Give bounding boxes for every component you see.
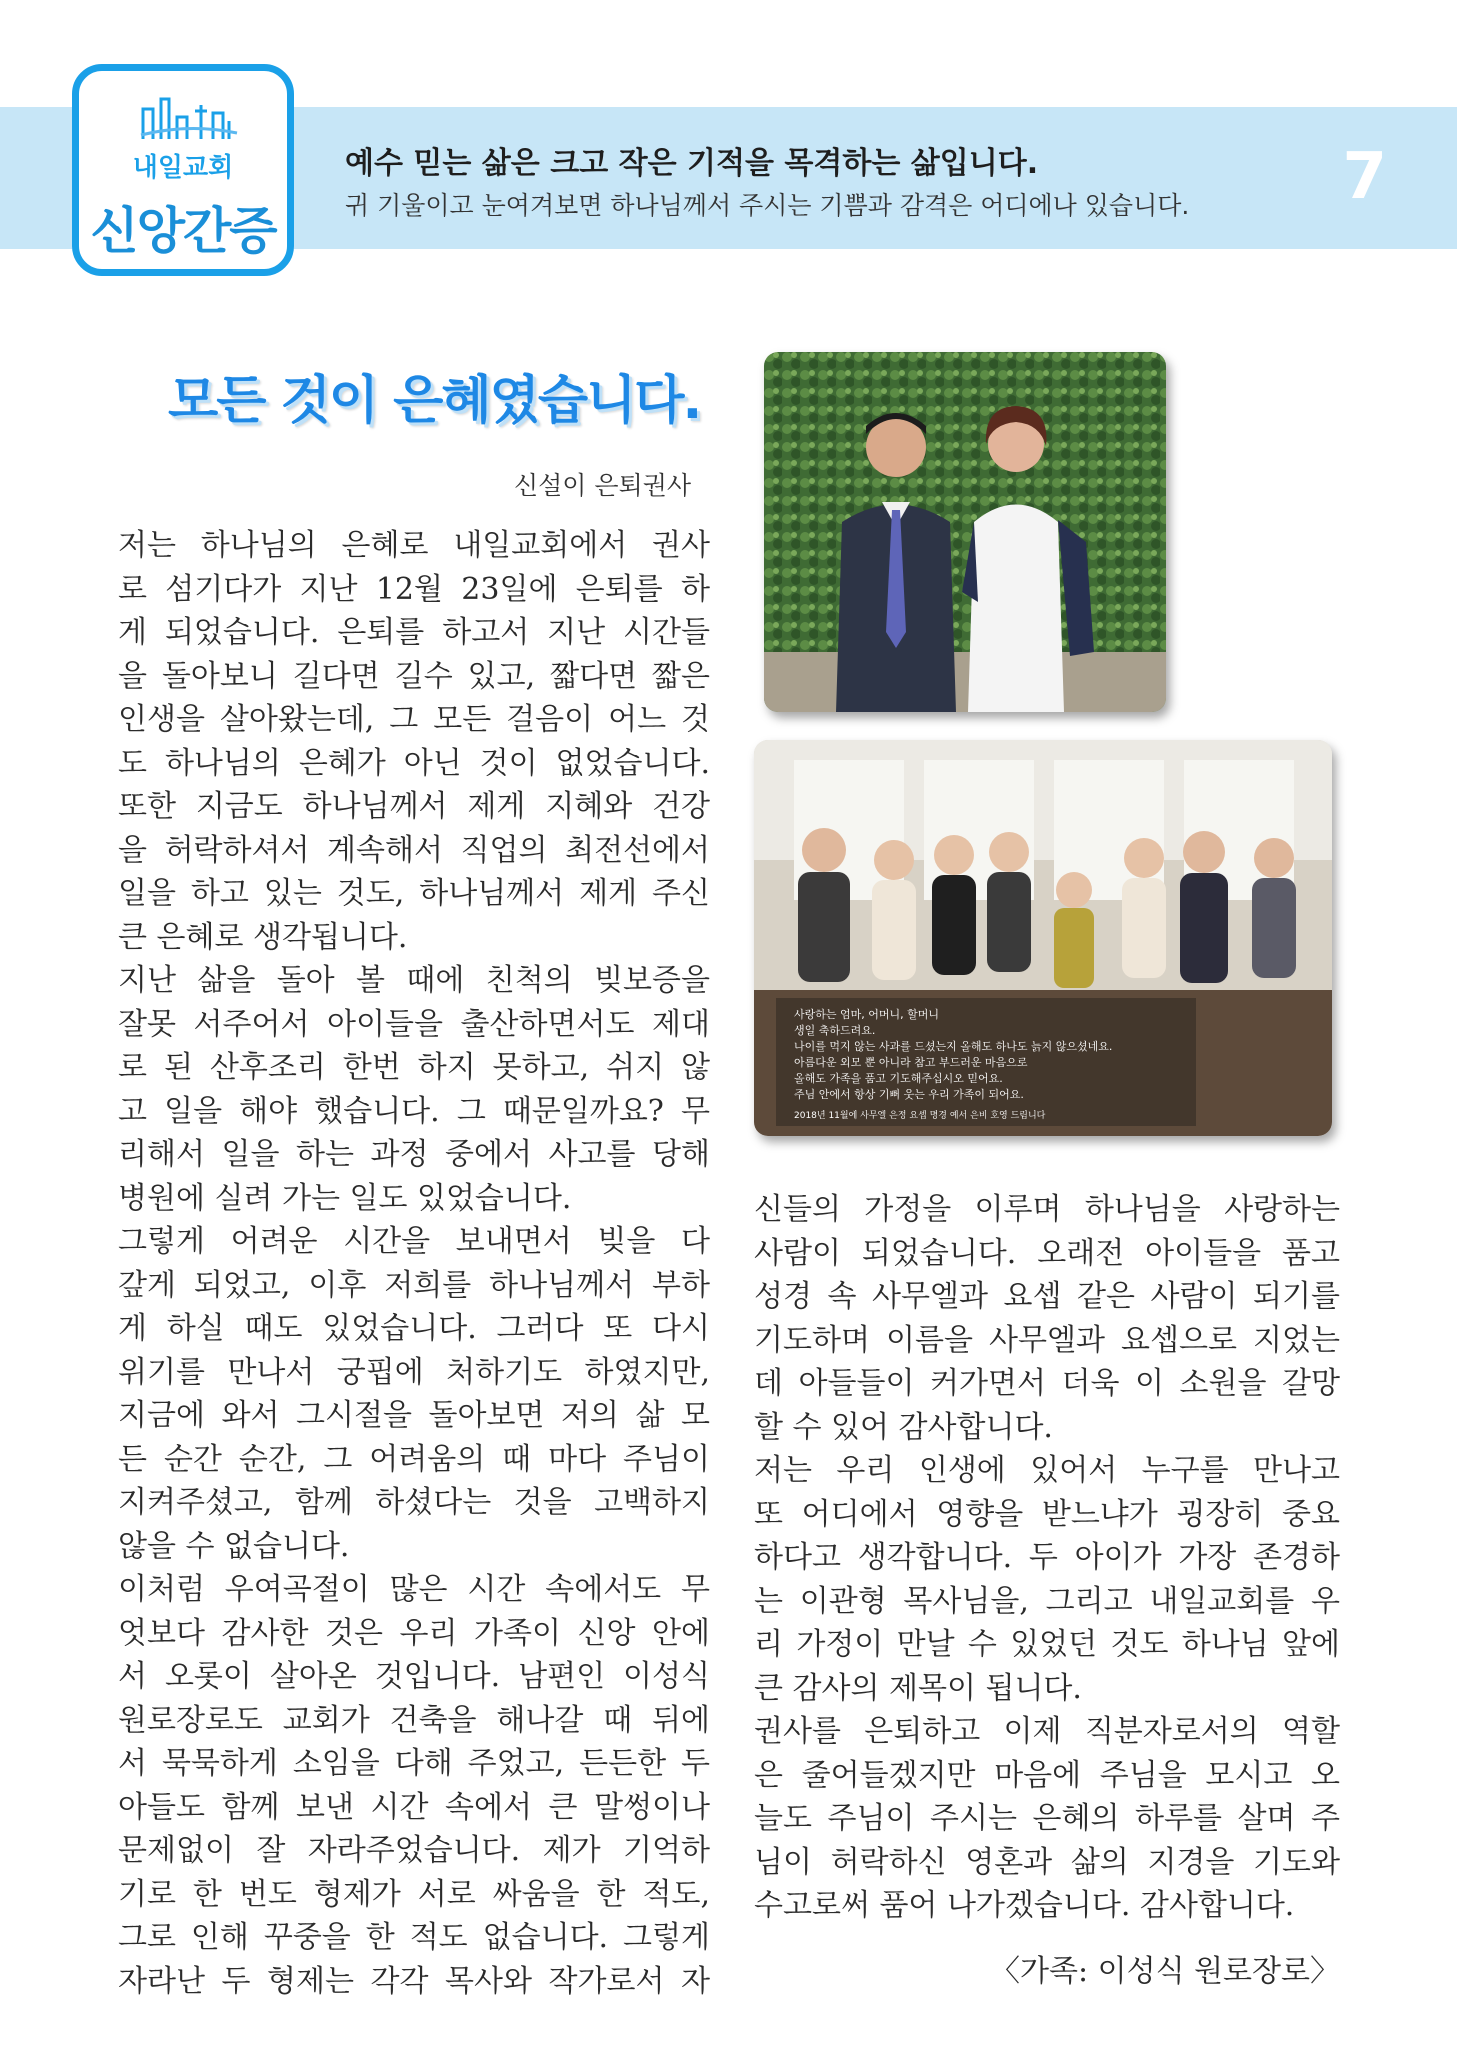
church-name: 내일교회: [132, 153, 234, 183]
section-title: 신앙간증: [90, 202, 276, 260]
text-line: 리 가정이 만날 수 있었던 것도 하나님 앞에: [754, 1627, 1340, 1662]
text-line: 아들도 함께 보낸 시간 속에서 큰 말썽이나: [118, 1789, 710, 1825]
church-skyline-icon: [139, 95, 239, 141]
text-line: 권사를 은퇴하고 이제 직분자로서의 역할: [754, 1714, 1340, 1749]
text-line: 사람이 되었습니다. 오래전 아이들을 품고: [754, 1235, 1340, 1271]
text-line: 로 섬기다가 지난 12월 23일에 은퇴를 하: [118, 571, 710, 607]
text-line: 지켜주셨고, 함께 하셨다는 것을 고백하지: [118, 1485, 710, 1520]
photo-caption-line: 아름다운 외모 뿐 아니라 참고 부드러운 마음으로: [794, 1056, 1028, 1069]
photo-couple-image: [764, 352, 1166, 712]
text-line: 이처럼 우여곡절이 많은 시간 속에서도 무: [118, 1572, 710, 1607]
text-line: 서 오롯이 살아온 것입니다. 남편인 이성식: [118, 1659, 710, 1694]
text-line: 일을 하고 있는 것도, 하나님께서 제게 주신: [118, 876, 710, 911]
text-line: 게 되었습니다. 은퇴를 하고서 지난 시간들: [118, 615, 710, 650]
header-subline: 귀 기울이고 눈여겨보면 하나님께서 주시는 기쁨과 감격은 어디에나 있습니다.: [345, 191, 1190, 220]
text-line: 하다고 생각합니다. 두 아이가 가장 존경하: [754, 1540, 1340, 1575]
text-line: 은 줄어들겠지만 마음에 주님을 모시고 오: [754, 1757, 1340, 1793]
text-line: 갚게 되었고, 이후 저희를 하나님께서 부하: [118, 1267, 710, 1303]
text-line: 위기를 만나서 궁핍에 처하기도 하였지만,: [118, 1354, 710, 1390]
right-column: [754, 1188, 1340, 1993]
text-line: 는 이관형 목사님을, 그리고 내일교회를 우: [754, 1583, 1340, 1619]
header-headline: 예수 믿는 삶은 크고 작은 기적을 목격하는 삶입니다.: [345, 146, 1039, 181]
text-line: 을 허락하셔서 계속해서 직업의 최전선에서: [118, 832, 710, 868]
photo-family-image: [754, 740, 1332, 1136]
photo-caption-line: 올해도 가족을 품고 기도해주십시오 믿어요.: [794, 1072, 1003, 1085]
text-line: 을 돌아보니 길다면 길수 있고, 짧다면 짧은: [118, 658, 710, 694]
page-number: 7: [1342, 140, 1387, 214]
photo-caption-line: 생일 축하드려요.: [794, 1024, 876, 1037]
text-line: 할 수 있어 감사합니다.: [754, 1409, 1053, 1445]
family-signature: 〈가족: 이성식 원로장로〉: [990, 1953, 1340, 1989]
photo-family: [754, 740, 1332, 1136]
text-line: 게 하실 때도 있었습니다. 그러다 또 다시: [118, 1311, 710, 1346]
text-line: 수고로써 품어 나가겠습니다. 감사합니다.: [754, 1888, 1295, 1923]
text-line: 늘도 주님이 주시는 은혜의 하루를 살며 주: [754, 1801, 1340, 1836]
photo-couple: [764, 352, 1166, 712]
text-line: 원로장로도 교회가 건축을 해나갈 때 뒤에: [118, 1702, 710, 1738]
text-line: 저는 하나님의 은혜로 내일교회에서 권사: [118, 528, 710, 563]
text-line: 큰 은혜로 생각됩니다.: [118, 919, 408, 955]
text-line: 자라난 두 형제는 각각 목사와 작가로서 자: [118, 1963, 710, 1999]
text-line: 서 묵묵하게 소임을 다해 주었고, 든든한 두: [118, 1746, 710, 1781]
text-line: 문제없이 잘 자라주었습니다. 제가 기억하: [118, 1833, 710, 1868]
text-line: 로 된 산후조리 한번 하지 못하고, 쉬지 않: [118, 1050, 710, 1085]
text-line: 또한 지금도 하나님께서 제게 지혜와 건강: [118, 789, 710, 824]
text-line: 신들의 가정을 이루며 하나님을 사랑하는: [754, 1192, 1340, 1227]
photo-caption-line: 나이를 먹지 않는 사과를 드셨는지 올해도 하나도 늙지 않으셨네요.: [794, 1040, 1113, 1053]
text-line: 든 순간 순간, 그 어려움의 때 마다 주님이: [118, 1441, 710, 1477]
text-line: 지금에 와서 그시절을 돌아보면 저의 삶 모: [118, 1398, 710, 1433]
text-line: 또 어디에서 영향을 받느냐가 굉장히 중요: [754, 1496, 1340, 1532]
text-line: 기도하며 이름을 사무엘과 요셉으로 지었는: [754, 1322, 1340, 1358]
article-author: 신설이 은퇴권사: [514, 471, 691, 500]
text-line: 큰 감사의 제목이 됩니다.: [754, 1670, 1082, 1706]
text-line: 인생을 살아왔는데, 그 모든 걸음이 어느 것: [118, 702, 710, 737]
text-line: 지난 삶을 돌아 볼 때에 친척의 빚보증을: [118, 963, 710, 998]
text-line: 님이 허락하신 영혼과 삶의 지경을 기도와: [754, 1844, 1340, 1880]
text-line: 저는 우리 인생에 있어서 누구를 만나고: [754, 1453, 1340, 1488]
text-line: 그렇게 어려운 시간을 보내면서 빚을 다: [118, 1224, 710, 1259]
text-line: 리해서 일을 하는 과정 중에서 사고를 당해: [118, 1137, 710, 1172]
text-line: 잘못 서주어서 아이들을 출산하면서도 제대: [118, 1006, 710, 1042]
photo-caption-line: 주님 안에서 항상 기뻐 웃는 우리 가족이 되어요.: [794, 1088, 1024, 1101]
text-line: 고 일을 해야 했습니다. 그 때문일까요? 무: [118, 1093, 710, 1129]
photo-caption-line: 2018년 11월에 사무엘 은정 요셉 명경 예서 은비 호영 드림니다: [794, 1111, 1046, 1121]
text-line: 데 아들들이 커가면서 더욱 이 소원을 갈망: [754, 1366, 1340, 1401]
text-line: 기로 한 번도 형제가 서로 싸움을 한 적도,: [118, 1876, 710, 1912]
text-line: 성경 속 사무엘과 요셉 같은 사람이 되기를: [754, 1279, 1340, 1314]
text-line: 병원에 실려 가는 일도 있었습니다.: [118, 1180, 572, 1216]
text-line: 않을 수 없습니다.: [118, 1528, 350, 1564]
text-line: 도 하나님의 은혜가 아닌 것이 없었습니다.: [118, 745, 710, 781]
section-badge: [72, 64, 294, 276]
left-column: [118, 524, 710, 2003]
photo-caption-line: 사랑하는 엄마, 어머니, 할머니: [794, 1008, 939, 1021]
text-line: 엇보다 감사한 것은 우리 가족이 신앙 안에: [118, 1615, 710, 1651]
article-title: 모든 것이 은혜였습니다.: [168, 371, 701, 431]
text-line: 그로 인해 꾸중을 한 적도 없습니다. 그렇게: [118, 1920, 710, 1955]
